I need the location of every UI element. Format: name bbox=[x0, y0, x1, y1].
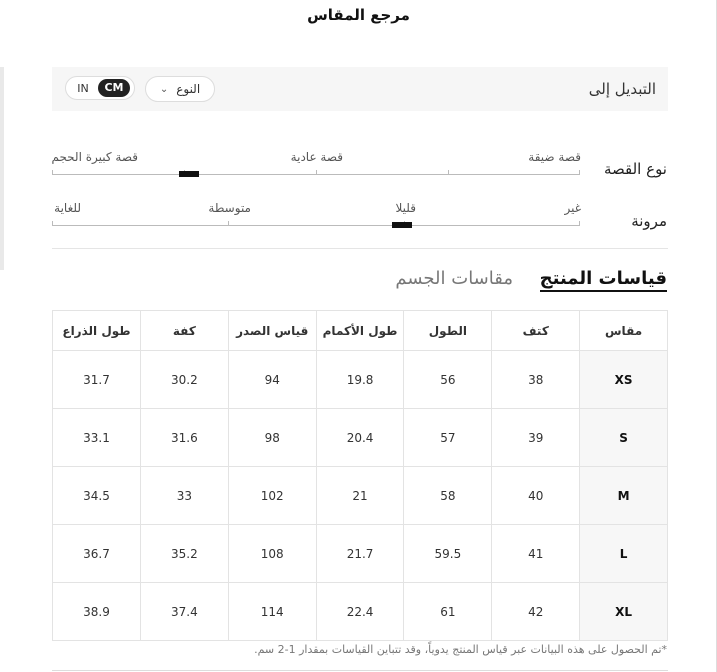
table-cell: 31.7 bbox=[53, 351, 141, 409]
size-cell: XS bbox=[580, 351, 668, 409]
fit-label-oversized: قصة كبيرة الحجم bbox=[51, 150, 138, 164]
tab-product-measurements[interactable]: قياسات المنتج bbox=[540, 268, 667, 292]
col-header: قياس الصدر bbox=[228, 311, 316, 351]
table-cell: 20.4 bbox=[316, 409, 404, 467]
table-cell: 42 bbox=[492, 583, 580, 641]
section-divider bbox=[52, 248, 668, 249]
table-header-row bbox=[53, 311, 668, 351]
size-cell: XL bbox=[580, 583, 668, 641]
type-dropdown-label: النوع bbox=[176, 82, 201, 96]
table-cell: 19.8 bbox=[316, 351, 404, 409]
table-cell: 31.6 bbox=[140, 409, 228, 467]
stretch-label-slight: قليلا bbox=[395, 201, 416, 215]
table-row bbox=[53, 467, 668, 525]
table-cell: 34.5 bbox=[53, 467, 141, 525]
size-cell: L bbox=[580, 525, 668, 583]
table-row bbox=[53, 583, 668, 641]
size-cell: S bbox=[580, 409, 668, 467]
fit-type-scale bbox=[52, 174, 580, 175]
page-title: مرجع المقاس bbox=[307, 6, 410, 24]
col-header: كتف bbox=[492, 311, 580, 351]
stretch-scale bbox=[52, 225, 580, 226]
chevron-down-icon: ⌄ bbox=[159, 83, 169, 95]
table-cell: 37.4 bbox=[140, 583, 228, 641]
table-row bbox=[53, 409, 668, 467]
fit-type-name: نوع القصة bbox=[603, 160, 667, 178]
table-row bbox=[53, 351, 668, 409]
table-cell: 22.4 bbox=[316, 583, 404, 641]
table-cell: 94 bbox=[228, 351, 316, 409]
table-cell: 57 bbox=[404, 409, 492, 467]
table-cell: 33.1 bbox=[53, 409, 141, 467]
table-cell: 108 bbox=[228, 525, 316, 583]
stretch-name: مرونة bbox=[631, 212, 667, 230]
stretch-label-none: غير bbox=[564, 201, 581, 215]
type-dropdown[interactable] bbox=[145, 76, 215, 102]
size-table bbox=[52, 310, 668, 641]
table-cell: 38 bbox=[492, 351, 580, 409]
convert-label: التبديل إلى bbox=[588, 80, 656, 98]
table-cell: 56 bbox=[404, 351, 492, 409]
col-header: طول الأكمام bbox=[316, 311, 404, 351]
table-cell: 33 bbox=[140, 467, 228, 525]
fit-label-slim: قصة ضيقة bbox=[528, 150, 581, 164]
unit-in-option[interactable]: IN bbox=[77, 81, 89, 95]
col-header: طول الذراع bbox=[53, 311, 141, 351]
col-header: كفة bbox=[140, 311, 228, 351]
stretch-indicator bbox=[392, 222, 412, 228]
table-cell: 40 bbox=[492, 467, 580, 525]
table-cell: 39 bbox=[492, 409, 580, 467]
page-scrollbar[interactable] bbox=[0, 67, 4, 270]
size-cell: M bbox=[580, 467, 668, 525]
table-cell: 102 bbox=[228, 467, 316, 525]
table-cell: 41 bbox=[492, 525, 580, 583]
table-cell: 61 bbox=[404, 583, 492, 641]
fit-type-indicator bbox=[179, 171, 199, 177]
table-cell: 98 bbox=[228, 409, 316, 467]
tab-body-measurements[interactable]: مقاسات الجسم bbox=[395, 268, 513, 289]
unit-toggle[interactable] bbox=[65, 76, 135, 100]
unit-convert-bar bbox=[52, 67, 668, 111]
stretch-label-medium: متوسطة bbox=[208, 201, 251, 215]
col-header: الطول bbox=[404, 311, 492, 351]
table-cell: 35.2 bbox=[140, 525, 228, 583]
stretch-label-high: للغاية bbox=[54, 201, 81, 215]
col-header: مقاس bbox=[580, 311, 668, 351]
table-cell: 30.2 bbox=[140, 351, 228, 409]
table-cell: 21.7 bbox=[316, 525, 404, 583]
measurement-footnote: *تم الحصول على هذه البيانات عبر قياس المنتج يدوياً، وقد تتباين القياسات بمقدار 1-2 سم. bbox=[254, 643, 667, 656]
table-row bbox=[53, 525, 668, 583]
table-cell: 36.7 bbox=[53, 525, 141, 583]
table-cell: 59.5 bbox=[404, 525, 492, 583]
table-cell: 21 bbox=[316, 467, 404, 525]
table-cell: 58 bbox=[404, 467, 492, 525]
table-cell: 38.9 bbox=[53, 583, 141, 641]
table-cell: 114 bbox=[228, 583, 316, 641]
bottom-divider bbox=[52, 670, 668, 671]
fit-label-regular: قصة عادية bbox=[290, 150, 343, 164]
unit-cm-option[interactable]: CM bbox=[98, 79, 130, 97]
